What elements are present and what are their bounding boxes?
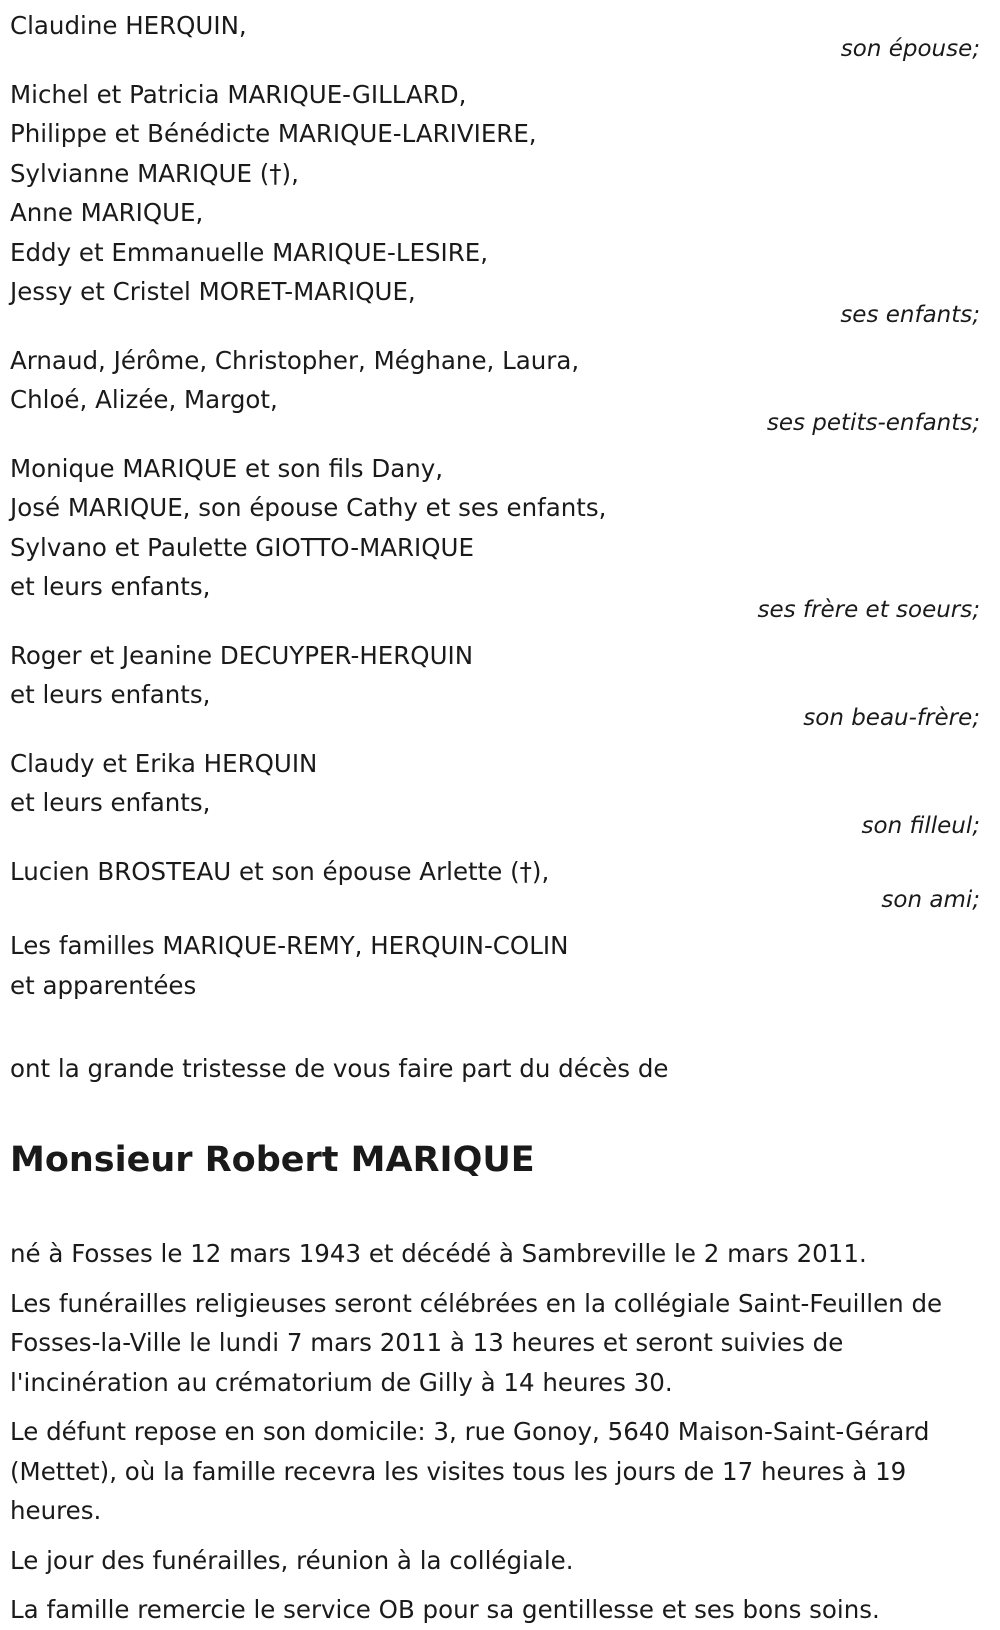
family-line: et leurs enfants,: [10, 680, 211, 709]
family-line: Philippe et Bénédicte MARIQUE-LARIVIERE,: [10, 119, 537, 148]
family-line: Sylvianne MARIQUE (†),: [10, 158, 299, 188]
birth-death-paragraph: né à Fosses le 12 mars 1943 et décédé à Sambreville le 2 mars 2011.: [10, 1239, 867, 1268]
family-group-godson: [10, 744, 980, 839]
family-group-grandchildren: [10, 341, 980, 436]
relationship-label: son épouse;: [840, 35, 980, 62]
family-line: Sylvano et Paulette GIOTTO-MARIQUE: [10, 532, 474, 562]
family-line: Jessy et Cristel MORET-MARIQUE,: [10, 277, 416, 306]
relationship-label: ses frère et soeurs;: [757, 596, 980, 623]
family-line: Claudine HERQUIN,: [10, 11, 247, 40]
family-group-siblings: [10, 449, 980, 623]
relationship-label: ses enfants;: [840, 301, 980, 328]
family-line: Anne MARIQUE,: [10, 198, 204, 227]
relationship-label: ses petits-enfants;: [766, 409, 980, 436]
family-group-friend: [10, 852, 980, 914]
announcement-text: ont la grande tristesse de vous faire part du décès de: [10, 1054, 669, 1083]
relationship-label: son beau-frère;: [803, 704, 980, 731]
family-group-families: [10, 926, 980, 1005]
family-line: Eddy et Emmanuelle MARIQUE-LESIRE,: [10, 237, 489, 267]
family-line: Claudy et Erika HERQUIN: [10, 748, 318, 778]
family-group-brother-in-law: [10, 636, 980, 731]
relationship-label: son filleul;: [861, 812, 980, 839]
family-group-children: [10, 75, 980, 328]
thanks-paragraph: La famille remercie le service OB pour sa gentillesse et ses bons soins.: [10, 1595, 880, 1624]
family-line: José MARIQUE, son épouse Cathy et ses enfants,: [10, 493, 607, 522]
family-line: et leurs enfants,: [10, 788, 211, 817]
funeral-paragraph: Les funérailles religieuses seront célébrées en la collégiale Saint-Feuillen de Fosses-la-Ville le lundi 7 mars 2011 à 13 heures et seront suivies de l'incinération au crématorium de Gilly à 14 heures 30.: [10, 1288, 943, 1397]
family-line: et apparentées: [10, 970, 197, 1000]
family-line: Michel et Patricia MARIQUE-GILLARD,: [10, 79, 467, 109]
deceased-name: Monsieur Robert MARIQUE: [10, 1140, 535, 1180]
family-line: et leurs enfants,: [10, 572, 211, 601]
family-line: Lucien BROSTEAU et son épouse Arlette (†),: [10, 856, 550, 886]
family-line: Arnaud, Jérôme, Christopher, Méghane, Laura,: [10, 345, 580, 375]
family-line: Les familles MARIQUE-REMY, HERQUIN-COLIN: [10, 931, 569, 960]
family-line: Roger et Jeanine DECUYPER-HERQUIN: [10, 640, 474, 670]
meeting-paragraph: Le jour des funérailles, réunion à la collégiale.: [10, 1545, 574, 1575]
family-line: Chloé, Alizée, Margot,: [10, 385, 278, 414]
relationship-label: son ami;: [881, 887, 980, 913]
visitation-paragraph: Le défunt repose en son domicile: 3, rue Gonoy, 5640 Maison-Saint-Gérard (Mettet), où la famille recevra les visites tous les jours de 17 heures à 19 heures.: [10, 1417, 930, 1525]
family-line: Monique MARIQUE et son fils Dany,: [10, 453, 444, 483]
obituary-notice: [10, 6, 980, 1630]
family-group-spouse: [10, 6, 980, 62]
